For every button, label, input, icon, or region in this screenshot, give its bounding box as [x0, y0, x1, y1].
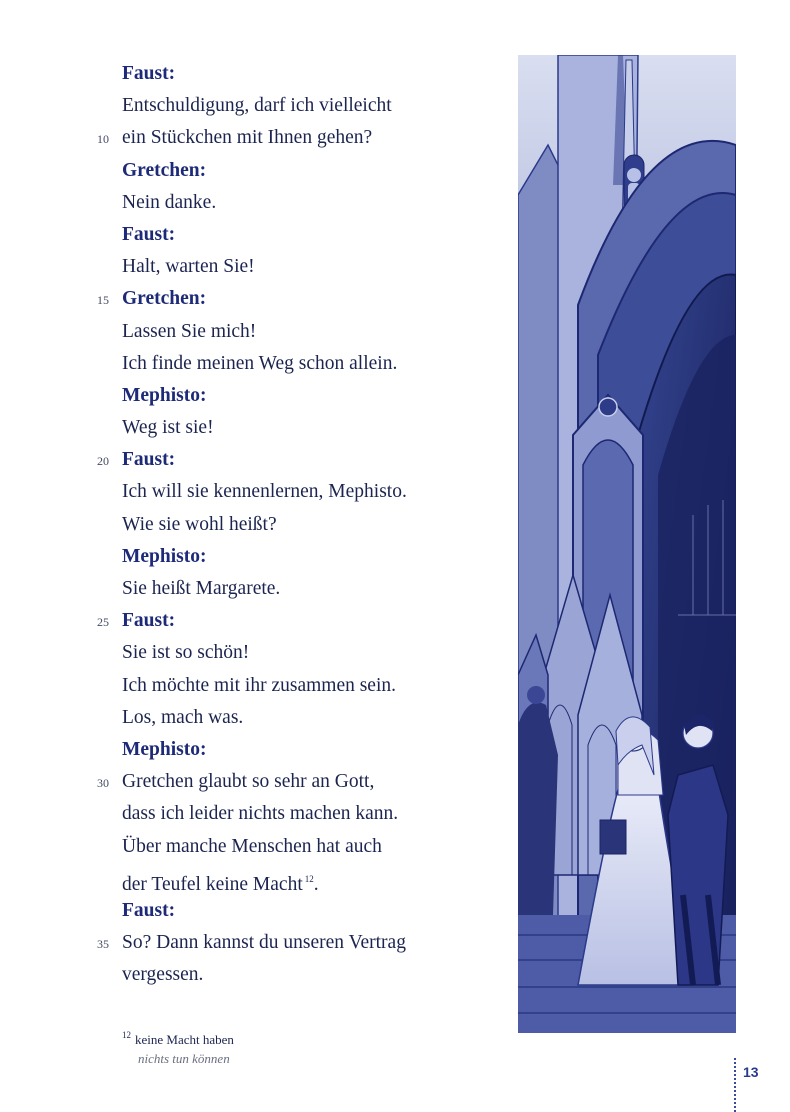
- line-text: [122, 316, 256, 348]
- dialogue-line: [0, 831, 460, 863]
- line-text-content: Mephisto:: [122, 738, 207, 760]
- line-text-content: Mephisto:: [122, 384, 207, 406]
- cathedral-illustration: [518, 55, 736, 1033]
- line-text-content: Faust:: [122, 449, 176, 471]
- line-text-content: Los, mach was.: [122, 706, 244, 728]
- dialogue-text: [0, 58, 460, 991]
- line-text-content: So? Dann kannst du unseren Vertrag: [122, 932, 406, 954]
- dialogue-line: [0, 702, 460, 734]
- line-text: [122, 251, 255, 283]
- line-text-content: Gretchen:: [122, 159, 207, 181]
- dialogue-line: [0, 959, 460, 991]
- speaker-name: [0, 58, 460, 90]
- line-text: [122, 798, 398, 830]
- line-text: [122, 90, 392, 122]
- line-number: 10: [97, 132, 109, 147]
- speaker-name: [0, 444, 460, 476]
- line-text: [122, 412, 214, 444]
- dialogue-line: [0, 90, 460, 122]
- speaker-name: [0, 219, 460, 251]
- speaker-label: [122, 155, 206, 187]
- dialogue-line: [0, 348, 460, 380]
- speaker-label: [122, 380, 207, 412]
- line-text: [122, 476, 407, 508]
- line-text-content: Ich finde meinen Weg schon allein.: [122, 352, 398, 374]
- dialogue-line: [0, 766, 460, 798]
- line-text-content: dass ich leider nichts machen kann.: [122, 803, 399, 825]
- footnote-reference: 12: [304, 873, 314, 884]
- footnote-term: keine Macht haben: [135, 1032, 234, 1047]
- line-text: [122, 509, 277, 541]
- line-text-content: Sie ist so schön!: [122, 642, 250, 664]
- dialogue-line: [0, 927, 460, 959]
- dialogue-line: [0, 187, 460, 219]
- line-text: [122, 670, 396, 702]
- line-text: [122, 702, 243, 734]
- footnote-gloss: nichts tun können: [138, 1051, 230, 1066]
- line-text-content: Faust:: [122, 223, 176, 245]
- speaker-name: [0, 380, 460, 412]
- line-text-content: Sie heißt Margarete.: [122, 578, 281, 599]
- line-text: [122, 122, 372, 154]
- speaker-name: [0, 283, 460, 315]
- line-text-content: Lassen Sie mich!: [122, 320, 257, 342]
- line-text-content: Halt, warten Sie!: [122, 256, 255, 278]
- line-text: [122, 959, 203, 991]
- line-text-content: Gretchen glaubt so sehr an Gott,: [122, 771, 375, 793]
- line-punctuation: .: [313, 873, 319, 895]
- line-number: 20: [97, 454, 109, 469]
- line-text: [122, 766, 374, 798]
- line-number: 15: [97, 293, 109, 308]
- dialogue-line: [0, 798, 460, 830]
- speaker-name: [0, 734, 460, 766]
- line-text-content: Faust:: [122, 899, 176, 921]
- line-text-content: Ich möchte mit ihr zusammen sein.: [122, 674, 397, 696]
- line-text-content: Weg ist sie!: [122, 417, 214, 439]
- dialogue-line: [0, 251, 460, 283]
- speaker-label: [122, 444, 175, 476]
- line-text: [122, 187, 216, 219]
- speaker-label: [122, 58, 175, 90]
- line-number: 30: [97, 776, 109, 791]
- line-number: 25: [97, 615, 109, 630]
- dialogue-line: [0, 637, 460, 669]
- speaker-label: [122, 283, 206, 315]
- speaker-label: [122, 605, 175, 637]
- dialogue-line: [0, 573, 460, 605]
- footnote-number: 12: [122, 1030, 131, 1040]
- line-text: [122, 831, 382, 863]
- line-text-content: Wie sie wohl heißt?: [122, 513, 277, 535]
- speaker-label: [122, 541, 207, 573]
- line-text-content: Faust:: [122, 63, 176, 84]
- line-text-content: ein Stückchen mit Ihnen gehen?: [122, 127, 373, 149]
- dialogue-line: [0, 476, 460, 508]
- line-text-content: Mephisto:: [122, 545, 207, 567]
- dialogue-line: [0, 863, 460, 895]
- line-text-content: Über manche Menschen hat auch: [122, 835, 382, 857]
- footnote: [122, 1026, 234, 1068]
- dialogue-line: [0, 316, 460, 348]
- line-text: [122, 573, 280, 605]
- speaker-name: [0, 541, 460, 573]
- line-text-content: Gretchen:: [122, 288, 207, 310]
- speaker-name: [0, 155, 460, 187]
- line-text: [122, 637, 249, 669]
- line-number: 35: [97, 937, 109, 952]
- line-text-content: Nein danke.: [122, 191, 217, 213]
- line-text: [122, 348, 397, 380]
- page-number: 13: [734, 1058, 759, 1112]
- line-text-content: der Teufel keine Macht: [122, 873, 303, 895]
- speaker-label: [122, 219, 175, 251]
- speaker-label: [122, 734, 207, 766]
- line-text-content: Faust:: [122, 610, 176, 632]
- speaker-name: [0, 895, 460, 927]
- line-text-content: vergessen.: [122, 964, 204, 986]
- speaker-label: [122, 895, 175, 927]
- dialogue-line: [0, 509, 460, 541]
- dialogue-line: [0, 412, 460, 444]
- line-text: [122, 927, 406, 959]
- line-text-content: Ich will sie kennenlernen, Mephisto.: [122, 481, 407, 503]
- dialogue-line: [0, 670, 460, 702]
- line-text-content: Entschuldigung, darf ich vielleicht: [122, 95, 392, 117]
- speaker-name: [0, 605, 460, 637]
- dialogue-line: [0, 122, 460, 154]
